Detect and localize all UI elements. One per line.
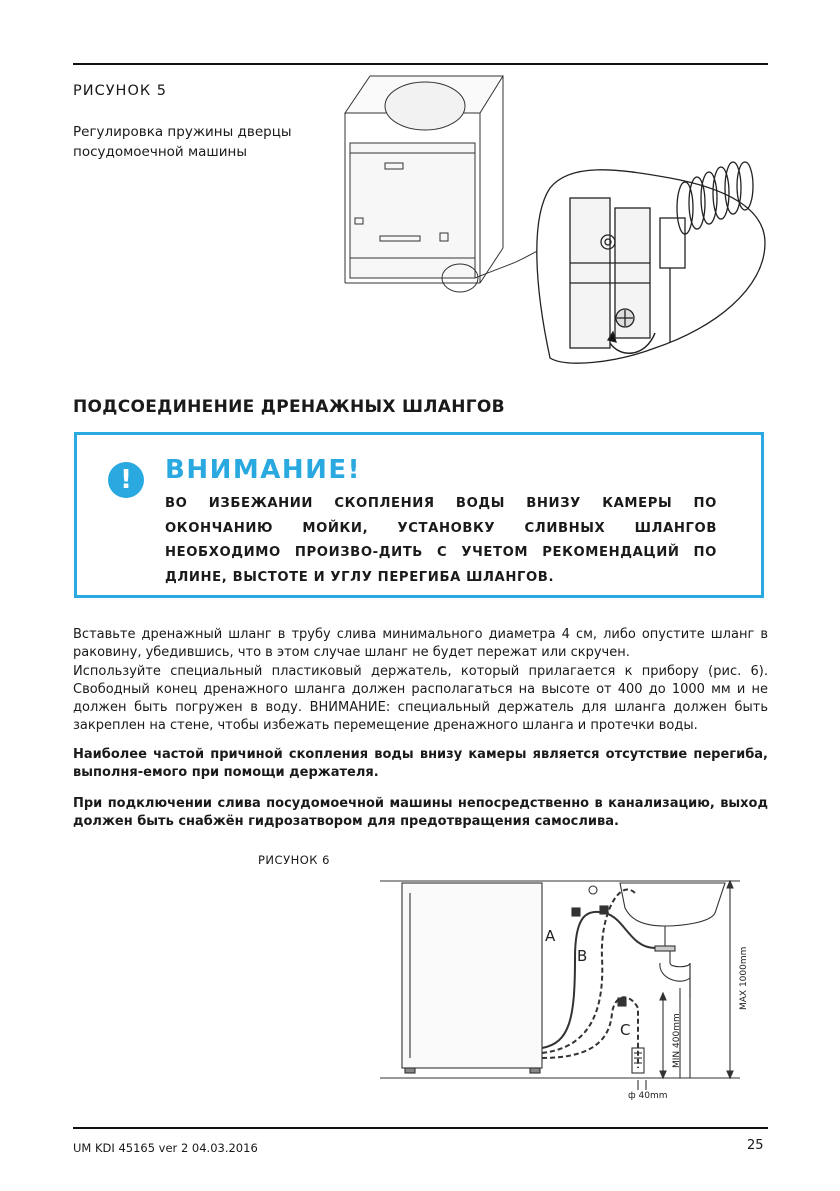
figure5-caption: Регулировка пружины дверцы посудомоечной машины [73,124,292,160]
footer-doc-id: UM KDI 45165 ver 2 04.03.2016 [73,1141,258,1155]
paragraph-4: При подключении слива посудомоечной машины непосредственно в канализацию, выход должен быть снабжён гидрозатвором для предотвращения самослива. [73,796,768,829]
figure5-illustration [325,68,775,378]
zoom-detail [537,162,765,363]
exclamation-icon: ! [108,462,144,498]
sink-basin [620,883,725,926]
top-rule [73,63,768,65]
max-label: MAX 1000mm [739,946,749,1010]
label-a: A [545,927,556,945]
section-title: ПОДСОЕДИНЕНИЕ ДРЕНАЖНЫХ ШЛАНГОВ [73,397,505,417]
siphon [660,948,690,998]
figure6-illustration [380,868,770,1103]
dishwasher-outline [345,76,547,292]
figure6-label: РИСУНОК 6 [258,853,330,867]
warning-text: ВО ИЗБЕЖАНИИ СКОПЛЕНИЯ ВОДЫ ВНИЗУ КАМЕРЫ ПО ОКОНЧАНИЮ МОЙКИ, УСТАНОВКУ СЛИВНЫХ ШЛАНГОВ НЕОБХОДИМО ПРОИЗВО-ДИТЬ С УЧЕТОМ РЕКОМЕНДАЦИЙ ПО ДЛИНЕ, ВЫСТОТЕ И УГЛУ ПЕРЕГИБА ШЛАНГОВ. [165,496,717,585]
figure5-label: РИСУНОК 5 [73,83,167,99]
diameter-label: ф 40mm [628,1091,668,1101]
label-b: B [577,947,588,965]
min-label: MIN 400mm [672,1013,682,1068]
paragraph-1: Вставьте дренажный шланг в трубу слива минимального диаметра 4 см, либо опустите шланг в раковину, убедившись, что в этом случае шланг не будет пережат или скручен. [73,627,768,660]
warning-title: ВНИМАНИЕ! [165,455,361,485]
dishwasher-body [402,883,542,1068]
paragraph-3: Наиболее частой причиной скопления воды внизу камеры является отсутствие перегиба, выполня-емого при помощи держателя. [73,747,768,780]
bottom-rule [73,1127,768,1129]
label-c: C [620,1021,631,1039]
paragraph-2: Используйте специальный пластиковый держатель, который прилагается к прибору (рис. 6). Свободный конец дренажного шланга должен располагаться на высоте от 400 до 1000 мм и не должен быть погружен в воду. ВНИМАНИЕ: специальный держатель для шланга должен быть закреплен на стене, чтобы избежать перемещение дренажного шланга и протечки воды. [73,664,768,733]
page-number: 25 [747,1138,764,1153]
